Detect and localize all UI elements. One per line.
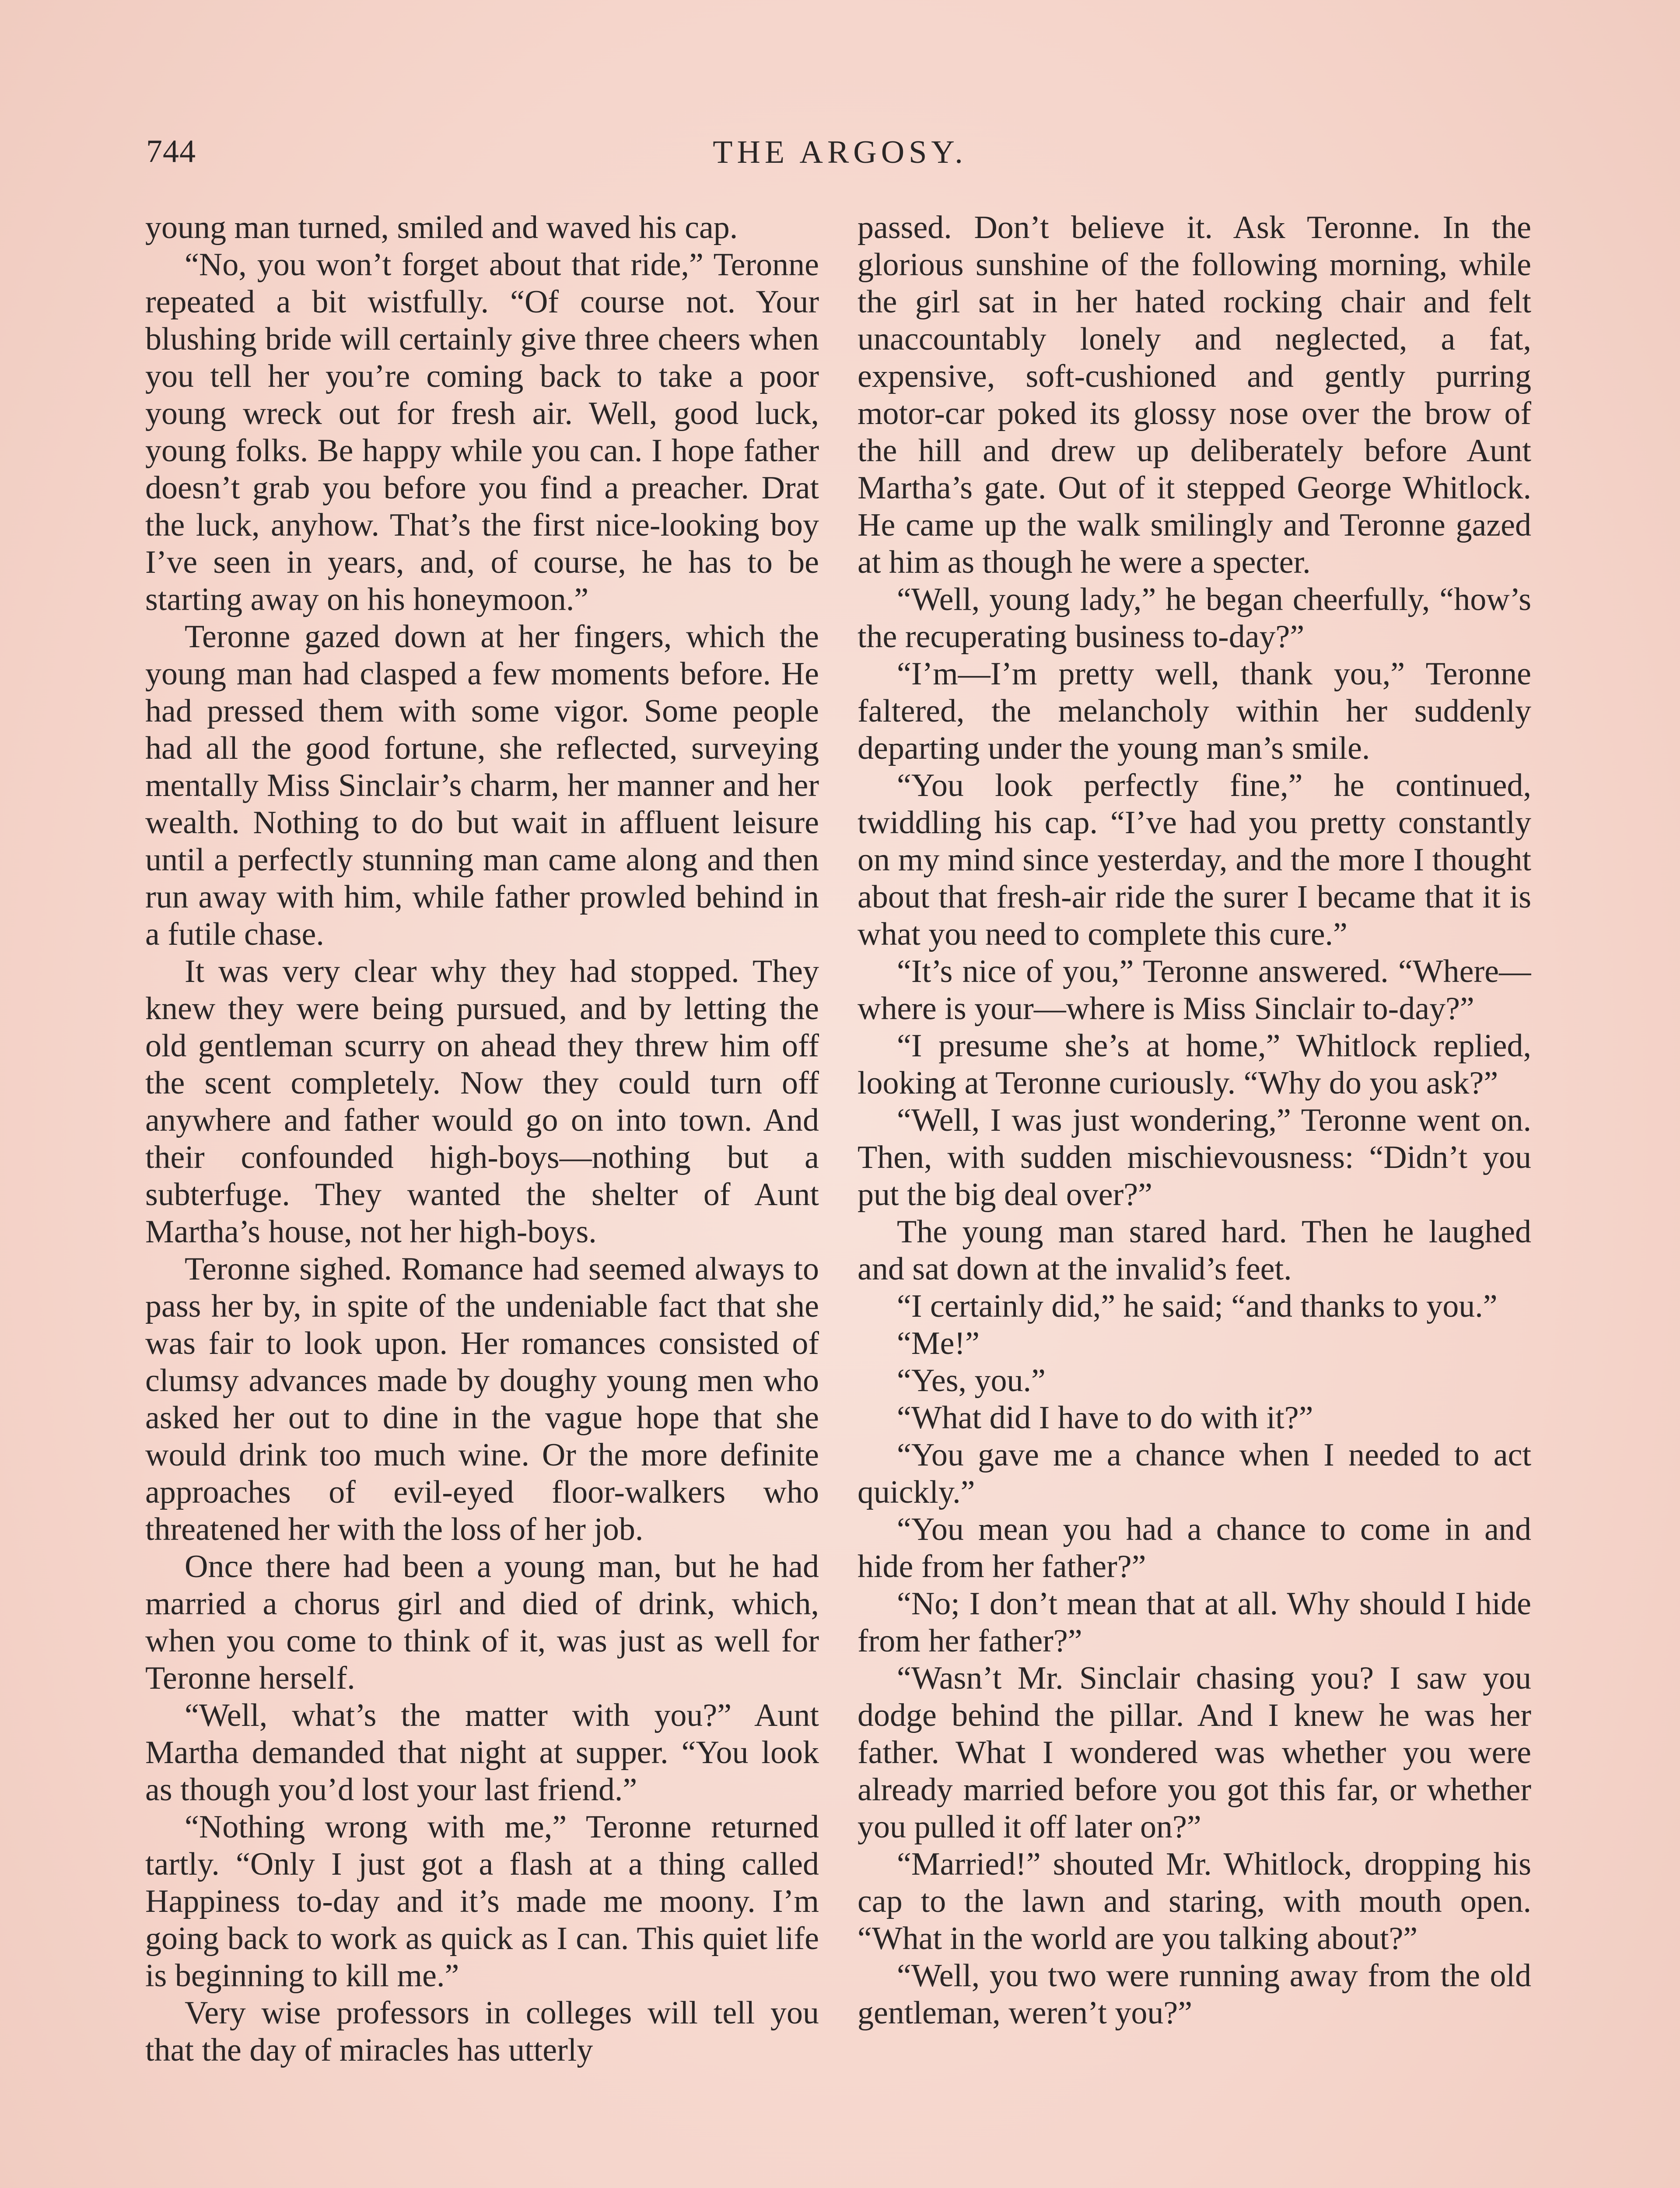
- paragraph: Teronne gazed down at her fingers, which the young man had clasped a few moments before. He had pressed them with some vigor. Some people had all the good fortune, she reflected, surveying mentally Miss Sinclair’s charm, her manner and her wealth. Nothing to do but wait in affluent leisure until a perfectly stunning man came along and then run away with him, while father prowled behind in a futile chase.: [145, 619, 819, 952]
- running-head: THE ARGOSY.: [713, 134, 967, 170]
- paragraph: “I certainly did,” he said; “and thanks to you.”: [897, 1288, 1498, 1324]
- paragraph: Very wise professors in colleges will tell you that the day of miracles has utterly: [145, 1995, 819, 2068]
- text-column-right: [858, 209, 1531, 2188]
- paragraph: “It’s nice of you,” Teronne answered. “Where—where is your—where is Miss Sinclair to-day?”: [858, 954, 1531, 1027]
- paragraph: “Nothing wrong with me,” Teronne returned tartly. “Only I just got a flash at a thing called Happiness to-day and it’s made me moony. I’m going back to work as quick as I can. This quiet life is beginning to kill me.”: [145, 1809, 819, 1994]
- paragraph: “No; I don’t mean that at all. Why should I hide from her father?”: [858, 1586, 1531, 1659]
- paragraph: “Me!”: [897, 1325, 980, 1361]
- paragraph: It was very clear why they had stopped. They knew they were being pursued, and by letting the old gentleman scurry on ahead they threw him off the scent completely. Now they could turn off anywhere and father would go on into town. And their confounded high-boys—nothing but a subterfuge. They wanted the shelter of Aunt Martha’s house, not her high-boys.: [145, 954, 819, 1250]
- paragraph: Teronne sighed. Romance had seemed always to pass her by, in spite of the undeniable fact that she was fair to look upon. Her romances consisted of clumsy advances made by doughy young men who asked her out to dine in the vague hope that she would drink too much wine. Or the more definite approaches of evil-eyed floor-walkers who threatened her with the loss of her job.: [145, 1251, 819, 1547]
- paragraph: passed. Don’t believe it. Ask Teronne. In the glorious sunshine of the following morning, while the girl sat in her hated rocking chair and felt unaccountably lonely and neglected, a fat, expensive, soft-cushioned and gently purring motor-car poked its glossy nose over the brow of the hill and drew up deliberately before Aunt Martha’s gate. Out of it stepped George Whitlock. He came up the walk smilingly and Teronne gazed at him as though he were a specter.: [858, 210, 1531, 580]
- paragraph: “Well, you two were running away from the old gentleman, weren’t you?”: [858, 1958, 1531, 2031]
- paragraph: “I’m—I’m pretty well, thank you,” Teronne faltered, the melancholy within her suddenly departing under the young man’s smile.: [858, 656, 1531, 766]
- paragraph: “Married!” shouted Mr. Whitlock, dropping his cap to the lawn and staring, with mouth open. “What in the world are you talking about?”: [858, 1846, 1531, 1957]
- paragraph: “You look perfectly fine,” he continued, twiddling his cap. “I’ve had you pretty constantly on my mind since yesterday, and the more I thought about that fresh-air ride the surer I became that it is what you need to complete this cure.”: [858, 768, 1531, 952]
- paragraph: Once there had been a young man, but he had married a chorus girl and died of drink, which, when you come to think of it, was just as well for Teronne herself.: [145, 1549, 819, 1696]
- paragraph: “Well, young lady,” he began cheerfully, “how’s the recuperating business to-day?”: [858, 582, 1531, 655]
- paragraph: “Yes, you.”: [897, 1363, 1046, 1399]
- paragraph: “I presume she’s at home,” Whitlock replied, looking at Teronne curiously. “Why do you ask?”: [858, 1028, 1531, 1101]
- paragraph: young man turned, smiled and waved his cap.: [145, 210, 738, 245]
- text-column-left: [145, 209, 819, 2188]
- paragraph: “What did I have to do with it?”: [897, 1400, 1313, 1436]
- paragraph: “No, you won’t forget about that ride,” Teronne repeated a bit wistfully. “Of course not. Your blushing bride will certainly give three cheers when you tell her you’re coming back to take a poor young wreck out for fresh air. Well, good luck, young folks. Be happy while you can. I hope father doesn’t grab you before you find a preacher. Drat the luck, anyhow. That’s the first nice-looking boy I’ve seen in years, and, of course, he has to be starting away on his honeymoon.”: [145, 247, 819, 617]
- paragraph: “Wasn’t Mr. Sinclair chasing you? I saw you dodge behind the pillar. And I knew he was her father. What I wondered was whether you were already married before you got this far, or whether you pulled it off later on?”: [858, 1660, 1531, 1845]
- paragraph: “Well, I was just wondering,” Teronne went on. Then, with sudden mischievousness: “Didn’t you put the big deal over?”: [858, 1102, 1531, 1213]
- paragraph: “You mean you had a chance to come in and hide from her father?”: [858, 1511, 1531, 1585]
- paragraph: “You gave me a chance when I needed to act quickly.”: [858, 1437, 1531, 1510]
- paragraph: The young man stared hard. Then he laughed and sat down at the invalid’s feet.: [858, 1214, 1531, 1287]
- page-number: 744: [146, 133, 196, 169]
- paragraph: “Well, what’s the matter with you?” Aunt Martha demanded that night at supper. “You look as though you’d lost your last friend.”: [145, 1697, 819, 1808]
